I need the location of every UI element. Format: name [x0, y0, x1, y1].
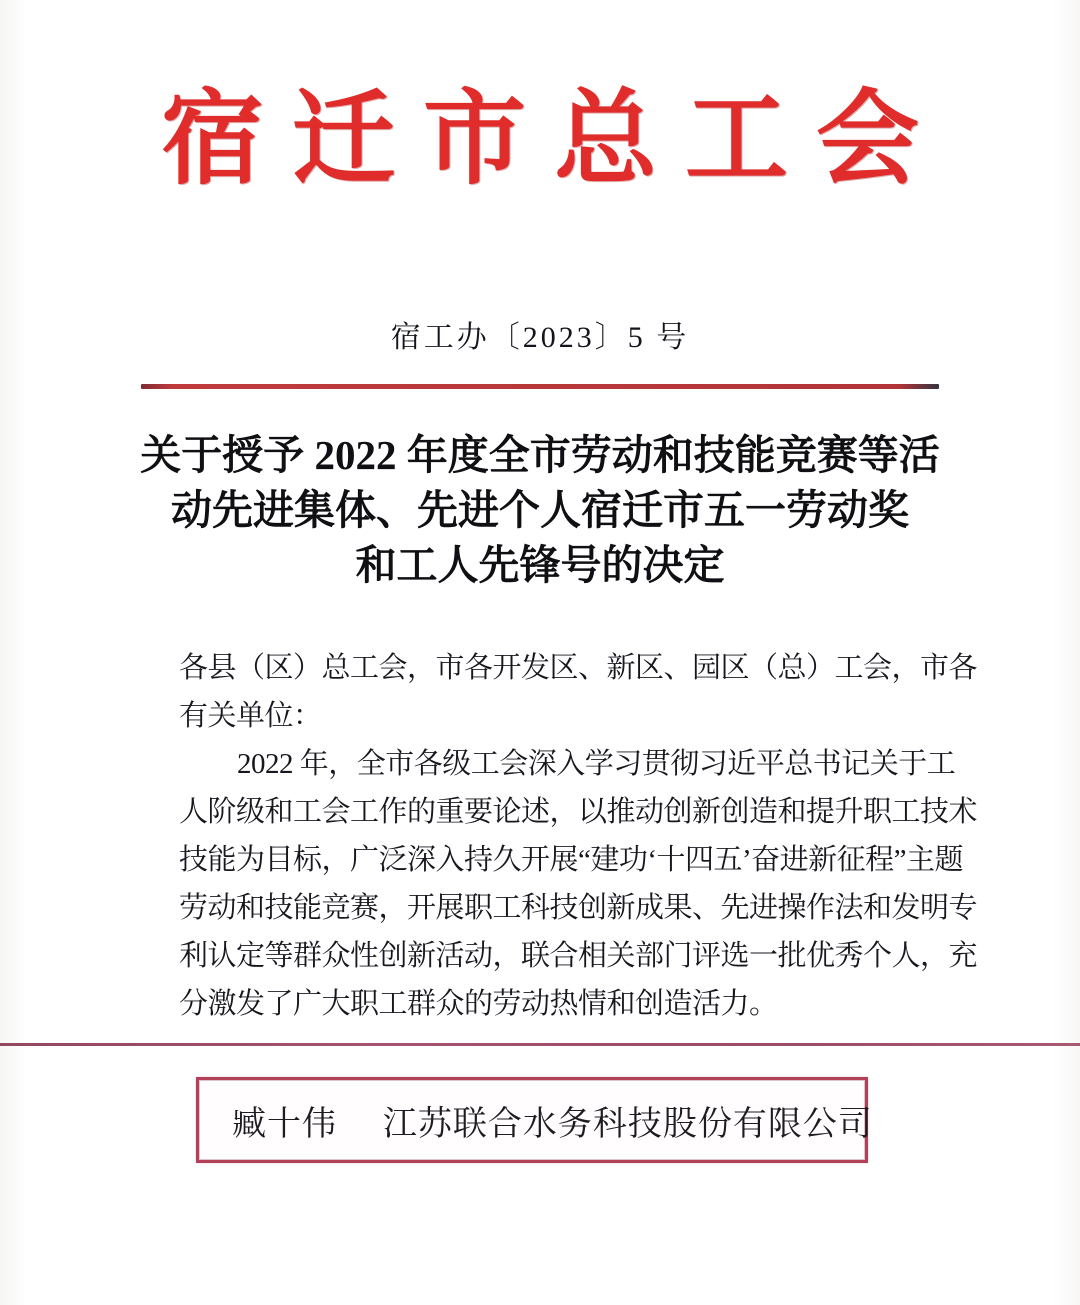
body-line-4: 劳动和技能竞赛，开展职工科技创新成果、先进操作法和发明专	[179, 892, 978, 924]
document-body	[179, 644, 978, 1028]
awardee-name: 臧十伟	[232, 1105, 337, 1143]
doc-number: 宿工办〔2023〕5 号	[390, 321, 690, 354]
body-line-3: 技能为目标，广泛深入持久开展“建功‘十四五’奋进新征程”主题	[179, 844, 964, 876]
title-line-1: 关于授予 2022 年度全市劳动和技能竞赛等活	[140, 432, 940, 478]
page-divider-line	[0, 1043, 1080, 1046]
salutation-line-1: 各县（区）总工会，市各开发区、新区、园区（总）工会，市各	[179, 652, 978, 684]
title-line-3: 和工人先锋号的决定	[355, 542, 725, 588]
body-line-6: 分激发了广大职工群众的劳动热情和创造活力。	[179, 988, 778, 1020]
awardee-company: 江苏联合水务科技股份有限公司	[382, 1105, 873, 1143]
red-separator-line	[141, 384, 939, 389]
body-line-2: 人阶级和工会工作的重要论述，以推动创新创造和提升职工技术	[179, 796, 978, 828]
award-highlight-box	[196, 1077, 873, 1163]
masthead-title: 宿迁市总工会	[161, 83, 947, 197]
salutation-line-2: 有关单位：	[179, 700, 322, 732]
document-title	[0, 428, 1080, 593]
body-line-5: 利认定等群众性创新活动，联合相关部门评选一批优秀个人，充	[179, 940, 978, 972]
body-line-1: 2022 年，全市各级工会深入学习贯彻习近平总书记关于工	[237, 748, 956, 780]
title-line-2: 动先进集体、先进个人宿迁市五一劳动奖	[171, 487, 909, 533]
